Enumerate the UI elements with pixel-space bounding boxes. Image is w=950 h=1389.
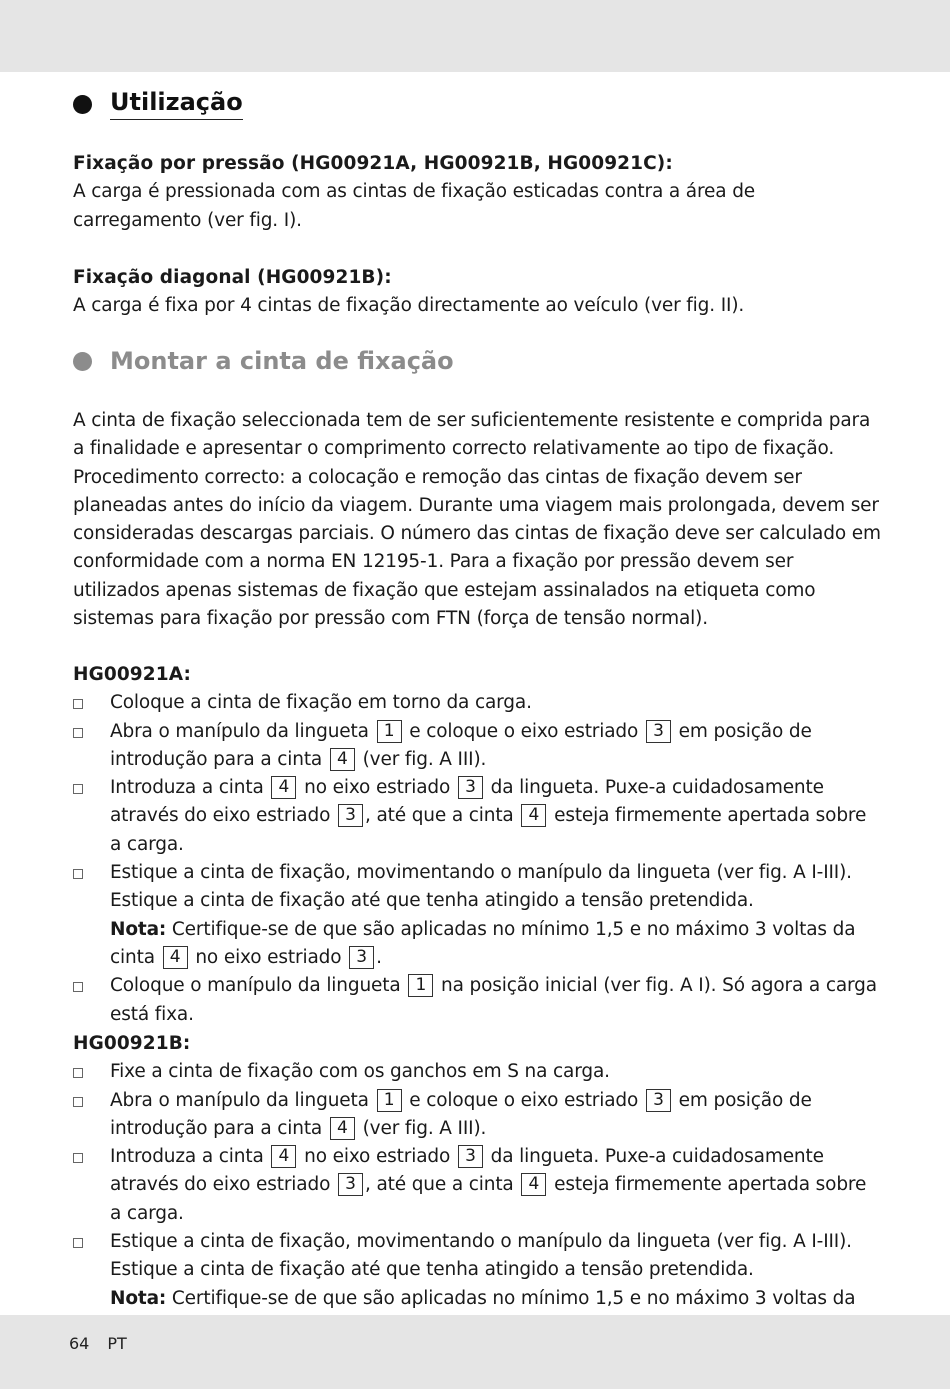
- section-title: Montar a cinta de fixação: [110, 347, 454, 375]
- step-list: [73, 689, 883, 1029]
- part-ref-4: 4: [271, 1145, 296, 1168]
- part-ref-4: 4: [163, 946, 188, 969]
- hg00921b-block: [73, 1030, 883, 1313]
- part-ref-3: 3: [458, 776, 483, 799]
- part-ref-1: 1: [377, 720, 402, 743]
- part-ref-4: 4: [521, 1173, 546, 1196]
- checkbox-square-icon: [73, 1068, 83, 1078]
- page-number: 64: [69, 1334, 90, 1353]
- checkbox-square-icon: [73, 1153, 83, 1163]
- bullet-dot-icon: [73, 352, 92, 371]
- list-item: Estique a cinta de fixação, movimentando o manípulo da lingueta (ver fig. A I-III). Estique a cinta de fixação até que tenha atingido a tensão pretendida. Nota: Certifique-se de que são aplicadas no mínimo 1,5 e no máximo 3 voltas da cinta 4 no eixo estriado 3 .: [73, 859, 883, 972]
- list-item: Introduza a cinta 4 no eixo estriado 3 da lingueta. Puxe-a cuidadosamente através do eixo estriado 3 , até que a cinta 4 esteja firmemente apertada sobre a carga.: [73, 1143, 883, 1228]
- list-item: Estique a cinta de fixação, movimentando o manípulo da lingueta (ver fig. A I-III). Estique a cinta de fixação até que tenha atingido a tensão pretendida. Nota: Certifique-se de que são aplicadas no mínimo 1,5 e no máximo 3 voltas da: [73, 1228, 883, 1313]
- list-item: Abra o manípulo da lingueta 1 e coloque o eixo estriado 3 em posição de introdução para a cinta 4 (ver fig. A III).: [73, 1087, 883, 1144]
- paragraph: A carga é fixa por 4 cintas de fixação directamente ao veículo (ver fig. II).: [73, 295, 745, 317]
- language-code: PT: [107, 1334, 127, 1353]
- page-footer: [69, 1334, 145, 1353]
- checkbox-square-icon: [73, 784, 83, 794]
- part-ref-4: 4: [521, 804, 546, 827]
- section-heading-utilizacao: [73, 88, 243, 120]
- part-ref-3: 3: [349, 946, 374, 969]
- header-band: [0, 0, 950, 72]
- part-ref-1: 1: [377, 1089, 402, 1112]
- subheading: HG00921A:: [73, 664, 191, 685]
- part-ref-3: 3: [338, 1173, 363, 1196]
- checkbox-square-icon: [73, 1097, 83, 1107]
- part-ref-4: 4: [330, 1117, 355, 1140]
- list-item: Coloque o manípulo da lingueta 1 na posição inicial (ver fig. A I). Só agora a carga está fixa.: [73, 972, 883, 1029]
- part-ref-3: 3: [646, 1089, 671, 1112]
- checkbox-square-icon: [73, 869, 83, 879]
- subheading: Fixação por pressão (HG00921A, HG00921B, HG00921C):: [73, 153, 673, 174]
- checkbox-square-icon: [73, 699, 83, 709]
- list-item: Coloque a cinta de fixação em torno da carga.: [73, 689, 883, 717]
- list-item: Fixe a cinta de fixação com os ganchos em S na carga.: [73, 1058, 883, 1086]
- step-list: [73, 1058, 883, 1313]
- bullet-dot-icon: [73, 95, 92, 114]
- note-label: Nota:: [110, 1287, 167, 1309]
- part-ref-3: 3: [646, 720, 671, 743]
- hg00921a-block: [73, 661, 883, 1029]
- part-ref-1: 1: [408, 974, 433, 997]
- note-label: Nota:: [110, 918, 167, 940]
- part-ref-4: 4: [271, 776, 296, 799]
- list-item: Introduza a cinta 4 no eixo estriado 3 da lingueta. Puxe-a cuidadosamente através do eixo estriado 3 , até que a cinta 4 esteja firmemente apertada sobre a carga.: [73, 774, 883, 859]
- checkbox-square-icon: [73, 1238, 83, 1248]
- part-ref-3: 3: [338, 804, 363, 827]
- list-item: Abra o manípulo da lingueta 1 e coloque o eixo estriado 3 em posição de introdução para a cinta 4 (ver fig. A III).: [73, 718, 883, 775]
- intro-paragraph: A cinta de fixação seleccionada tem de ser suficientemente resistente e comprida para a finalidade e apresentar o comprimento correcto relativamente ao tipo de fixação. Procedimento correcto: a colocação e remoção das cintas de fixação devem ser planeadas antes do início da viagem. Durante uma viagem mais prolongada, devem ser consideradas descargas parciais. O número das cintas de fixação deve ser calculado em conformidade com a norma EN 12195-1. Para a fixação por pressão devem ser utilizados apenas sistemas de fixação que estejam assinalados na etiqueta como sistemas para fixação por pressão com FTN (força de tensão normal).: [73, 410, 881, 630]
- section-title: Utilização: [110, 88, 243, 120]
- subheading: HG00921B:: [73, 1033, 191, 1054]
- section-heading-montar: [73, 347, 454, 375]
- checkbox-square-icon: [73, 982, 83, 992]
- paragraph: A carga é pressionada com as cintas de fixação esticadas contra a área de carregamento (ver fig. I).: [73, 181, 756, 231]
- subheading: Fixação diagonal (HG00921B):: [73, 267, 392, 288]
- part-ref-4: 4: [330, 748, 355, 771]
- part-ref-3: 3: [458, 1145, 483, 1168]
- pressure-fixing-block: [73, 150, 883, 235]
- checkbox-square-icon: [73, 728, 83, 738]
- diagonal-fixing-block: [73, 264, 883, 321]
